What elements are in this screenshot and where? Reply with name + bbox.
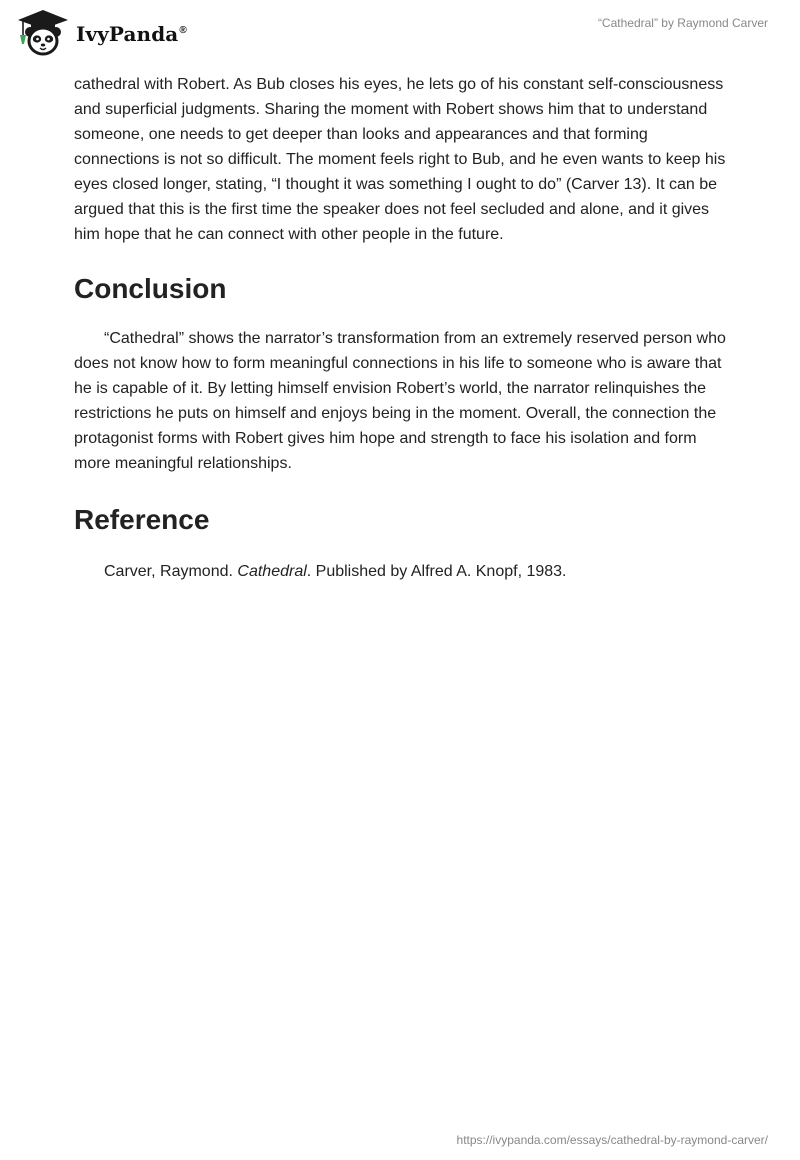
reference-publisher: . Published by Alfred A. Knopf, 1983.: [306, 563, 567, 580]
reference-entry: [74, 559, 734, 584]
conclusion-heading: Conclusion: [74, 273, 227, 304]
logo-wordmark: IvyPanda®: [76, 22, 187, 46]
reference-title: Cathedral: [237, 563, 307, 580]
intro-paragraph: cathedral with Robert. As Bub closes his eyes, he lets go of his constant self-consciousness and superficial judgments. Sharing the moment with Robert shows him that to understand someone, one needs to get deeper than looks and appearances and that forming connections is not so difficult. The moment feels right to Bub, and he even wants to keep his eyes closed longer, stating, “I thought it was something I ought to do” (Carver 13). It can be argued that this is the first time the speaker does not feel secluded and alone, and it gives him hope that he can connect with other people in the future.: [74, 76, 726, 243]
page-header: [0, 0, 800, 62]
source-url[interactable]: https://ivypanda.com/essays/cathedral-by-raymond-carver/: [456, 1133, 768, 1147]
registered-mark: ®: [179, 25, 187, 37]
reference-author: Carver, Raymond.: [104, 563, 238, 580]
document-body: [74, 72, 734, 584]
conclusion-paragraph: “Cathedral” shows the narrator’s transformation from an extremely reserved person who does not know how to form meaningful connections in his life to someone who is aware that he is capable of it. By letting himself envision Robert’s world, the narrator relinquishes the restrictions he puts on himself and enjoys being in the moment. Overall, the connection the protagonist forms with Robert gives him hope and strength to face his isolation and form more meaningful relationships.: [74, 330, 726, 472]
ivypanda-logo[interactable]: [14, 8, 187, 58]
reference-heading: Reference: [74, 504, 210, 535]
running-title: “Cathedral” by Raymond Carver: [597, 16, 768, 30]
panda-graduate-icon: [14, 8, 72, 58]
